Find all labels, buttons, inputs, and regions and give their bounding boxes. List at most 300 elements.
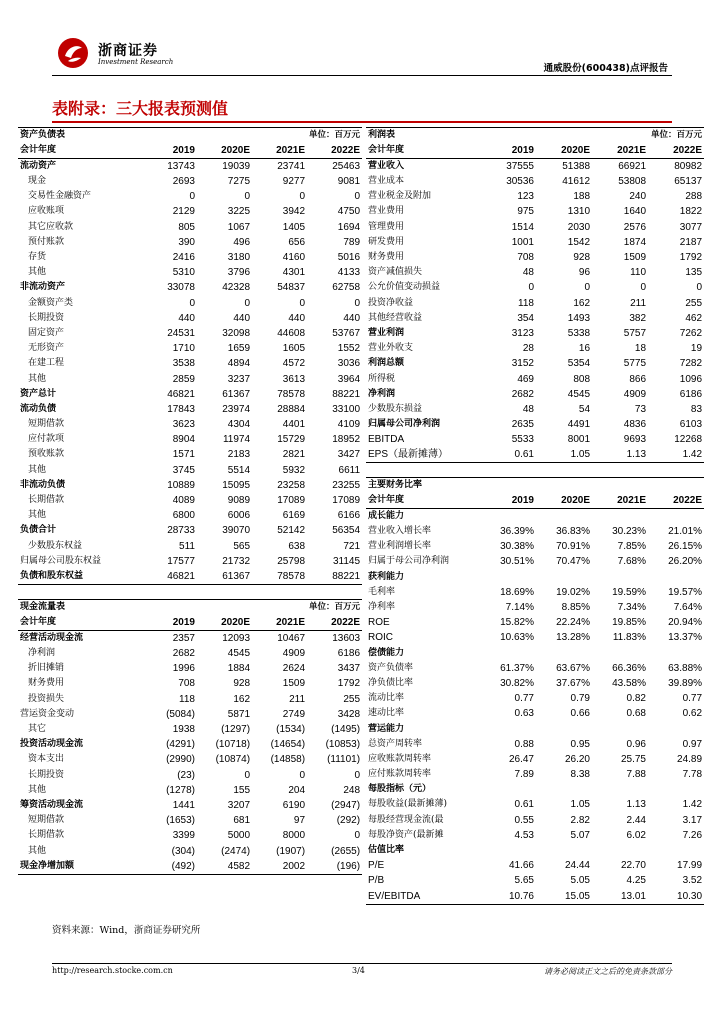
table-title-row: [366, 478, 704, 494]
cell-value: 2.82: [570, 814, 590, 826]
table-row: [366, 387, 704, 402]
row-label: 每股指标（元）: [368, 784, 432, 795]
cell-value: 638: [288, 540, 306, 552]
cell-value: 5354: [567, 358, 591, 370]
cell-value: 3152: [511, 358, 534, 370]
report-identifier: 通威股份(600438)点评报告: [543, 63, 668, 74]
cell-value: 5338: [567, 327, 591, 339]
cell-value: 4894: [227, 358, 251, 370]
cell-value: 1.42: [648, 447, 704, 463]
row-label: 资本支出: [28, 754, 65, 765]
cell-value: 42328: [222, 282, 251, 294]
row-label: EBITDA: [368, 434, 405, 446]
cell-value: 88221: [307, 569, 362, 585]
column-header-year: 2019: [142, 615, 197, 631]
cell-value: 73: [634, 403, 647, 415]
table-row: [18, 676, 362, 691]
table-row: [366, 797, 704, 812]
cell-value: 3745: [172, 464, 195, 476]
unit-label: 单位：百万元: [592, 128, 704, 144]
cell-value: (10718): [215, 739, 251, 751]
row-label: 每股收益(最新摊薄): [368, 799, 448, 810]
table-row: [18, 371, 362, 386]
table-row: [18, 463, 362, 478]
cell-value: 15.82%: [500, 617, 534, 629]
cell-value: (292): [336, 815, 361, 827]
cell-value: 13.01: [592, 889, 648, 905]
income-statement-table: [366, 127, 704, 463]
cell-value: 33100: [332, 403, 361, 415]
cell-value: 135: [685, 267, 703, 279]
zheshang-logo-icon: [56, 36, 90, 70]
cell-value: 2187: [679, 236, 703, 248]
cell-value: 10.30: [648, 889, 704, 905]
column-header-label: 会计年度: [18, 143, 142, 159]
row-label: 归属母公司净利润: [368, 419, 441, 430]
cell-value: (1534): [276, 724, 306, 736]
cell-value: 7.26: [682, 829, 703, 841]
cell-value: 0: [189, 191, 195, 203]
cell-value: 83: [690, 403, 703, 415]
cell-value: 4545: [567, 388, 591, 400]
cell-value: 19.57%: [668, 586, 703, 598]
cell-value: 0: [299, 297, 306, 309]
cell-value: 53808: [618, 176, 647, 188]
cell-value: 70.47%: [556, 556, 590, 568]
row-label: ROIC: [368, 632, 393, 644]
cell-value: 1640: [623, 206, 647, 218]
cell-value: 28733: [167, 525, 195, 537]
cell-value: 1542: [567, 236, 591, 248]
cell-value: 19039: [222, 161, 251, 172]
table-row: [18, 432, 362, 447]
cell-value: 24531: [167, 327, 195, 339]
table-row: [366, 554, 704, 569]
cell-value: 0: [696, 282, 703, 294]
cell-value: 39.89%: [668, 677, 703, 689]
row-label: 预收账款: [28, 449, 65, 460]
row-label: 现金: [28, 176, 47, 187]
cell-value: 6103: [679, 419, 703, 431]
cell-value: [536, 782, 592, 797]
table-row: [366, 356, 704, 371]
cell-value: 440: [178, 312, 195, 324]
cell-value: 23974: [222, 403, 251, 415]
row-label: 其它: [28, 724, 47, 735]
cell-value: 440: [288, 312, 306, 324]
cell-value: 1792: [679, 252, 703, 264]
cell-value: 26.20: [564, 753, 590, 765]
cell-value: 4836: [623, 419, 647, 431]
row-label: 金额资产类: [28, 297, 74, 308]
cell-value: 1792: [337, 678, 361, 690]
cell-value: 866: [629, 373, 647, 385]
cell-value: 3427: [337, 449, 361, 461]
cell-value: 21.01%: [668, 526, 703, 538]
cell-value: 28: [522, 343, 534, 355]
cell-value: 1552: [337, 343, 361, 355]
cell-value: [648, 570, 704, 585]
row-label: EV/EBITDA: [366, 889, 480, 905]
row-label: 固定资产: [28, 327, 65, 338]
cell-value: 204: [288, 784, 306, 796]
table-row: [366, 174, 704, 189]
cell-value: [592, 646, 648, 661]
cell-value: 51388: [562, 161, 591, 172]
row-label: 每股净资产(最新摊: [368, 829, 444, 840]
cell-value: 5.65: [514, 875, 534, 887]
cell-value: 0.82: [626, 693, 646, 705]
cell-value: 15729: [277, 434, 306, 446]
row-label: 少数股东损益: [368, 403, 423, 414]
table-row: [366, 371, 704, 386]
cell-value: 15095: [222, 479, 251, 491]
cell-value: 36.83%: [556, 526, 590, 538]
cell-value: 288: [685, 191, 703, 203]
column-header-label: 会计年度: [366, 493, 480, 509]
row-label: 营业收入: [368, 161, 405, 171]
table-row: [18, 265, 362, 280]
cell-value: (1297): [221, 724, 251, 736]
cell-value: 39070: [222, 525, 251, 537]
cell-value: 30.38%: [500, 541, 534, 553]
cell-value: 1493: [567, 312, 591, 324]
cell-value: 5533: [511, 434, 534, 446]
cell-value: 54: [578, 403, 591, 415]
table-row: [18, 235, 362, 250]
cell-value: (4291): [166, 739, 195, 751]
cell-value: [536, 509, 592, 525]
row-label: 营业成本: [368, 176, 405, 187]
column-header-year: 2020E: [536, 493, 592, 509]
table-row: [366, 509, 704, 525]
row-label: 在建工程: [28, 358, 65, 369]
cell-value: 2693: [172, 176, 195, 188]
table-row: [18, 843, 362, 858]
balance-sheet-table: [18, 127, 362, 585]
cell-value: 708: [517, 252, 534, 264]
table-row: [18, 569, 362, 585]
cell-value: 5.05: [570, 875, 590, 887]
row-label: 营运资金变动: [20, 708, 75, 719]
cell-value: 0: [354, 297, 361, 309]
row-label: 流动资产: [20, 161, 57, 171]
table-row: [18, 813, 362, 828]
row-label: 营业利润: [368, 327, 405, 338]
cell-value: 26.15%: [668, 541, 703, 553]
table-row: [366, 585, 704, 600]
cell-value: [592, 509, 648, 525]
row-label: 资产总计: [20, 388, 57, 399]
table-row: [366, 873, 704, 888]
table-row: [366, 782, 704, 797]
row-label: 净利润: [28, 648, 56, 659]
cell-value: 118: [518, 297, 534, 309]
cash-flow-table: [18, 599, 362, 875]
cell-value: 805: [178, 221, 195, 233]
cell-value: 975: [517, 206, 534, 218]
row-label: 流动负债: [20, 403, 57, 414]
cell-value: [648, 509, 704, 525]
cell-value: 6169: [282, 510, 306, 522]
table-row: [18, 356, 362, 371]
table-row: [18, 280, 362, 295]
cell-value: 7.68%: [617, 556, 646, 568]
table-row: [18, 508, 362, 523]
row-label: 应收账款周转率: [368, 753, 432, 764]
row-label: 资产减值损失: [368, 267, 423, 278]
cell-value: 2002: [252, 859, 307, 875]
cell-value: 440: [343, 312, 361, 324]
row-label: 净利率: [368, 602, 396, 613]
row-label: 归属于母公司净利润: [368, 556, 450, 567]
cell-value: (10874): [215, 754, 251, 766]
table-row: [366, 646, 704, 661]
financial-ratios-table: [366, 477, 704, 905]
cell-value: 0: [244, 191, 251, 203]
cell-value: [648, 782, 704, 797]
cell-value: 4089: [172, 495, 195, 507]
column-header-year: 2020E: [536, 143, 592, 159]
cell-value: [648, 646, 704, 661]
cell-value: 2682: [511, 388, 534, 400]
row-label: 长期投资: [28, 312, 65, 323]
cell-value: (2990): [166, 754, 195, 766]
page-header: [52, 34, 672, 76]
cell-value: 0: [528, 282, 534, 294]
row-label: 其他: [28, 373, 47, 384]
cell-value: 3.52: [682, 875, 703, 887]
cell-value: 1067: [227, 221, 251, 233]
cell-value: 9089: [227, 495, 251, 507]
cell-value: 3613: [282, 373, 306, 385]
cell-value: 2357: [172, 633, 195, 644]
cell-value: 7.88: [626, 769, 646, 781]
row-label: 其他: [28, 464, 47, 475]
row-label: ROE: [368, 617, 390, 629]
cell-value: 1.05: [536, 447, 592, 463]
cell-value: 36.39%: [500, 526, 534, 538]
row-label: 利润总额: [368, 358, 405, 369]
cell-value: 2749: [282, 708, 306, 720]
cell-value: 4491: [567, 419, 591, 431]
cell-value: 118: [179, 693, 195, 705]
footer-url[interactable]: http://research.stocke.com.cn: [52, 966, 173, 975]
cell-value: 1884: [227, 663, 251, 675]
cell-value: 155: [233, 784, 251, 796]
table-row: [366, 615, 704, 630]
cell-value: 5757: [623, 327, 647, 339]
row-label: 所得税: [368, 373, 396, 384]
table-row: [366, 402, 704, 417]
table-row: [366, 189, 704, 204]
cell-value: 4301: [282, 267, 306, 279]
table-row: [366, 858, 704, 873]
cell-value: 78578: [252, 569, 307, 585]
cell-value: 255: [685, 297, 703, 309]
cell-value: 0.77: [514, 693, 534, 705]
cell-value: 3942: [282, 206, 306, 218]
cell-value: 54837: [277, 282, 306, 294]
table-row: [366, 326, 704, 341]
cell-value: 565: [233, 540, 251, 552]
cell-value: 0: [354, 769, 361, 781]
cell-value: 3077: [679, 221, 703, 233]
row-label: 投资损失: [28, 693, 65, 704]
row-label: 营运能力: [368, 723, 405, 734]
cell-value: 3.17: [682, 814, 703, 826]
column-header-label: 会计年度: [18, 615, 142, 631]
table-row: [18, 189, 362, 204]
cell-value: 3225: [227, 206, 251, 218]
cell-value: 30536: [506, 176, 534, 188]
table-row: [366, 828, 704, 843]
cell-value: 48: [522, 267, 534, 279]
cell-value: [536, 721, 592, 736]
table-row: [18, 646, 362, 661]
cell-value: 656: [288, 236, 306, 248]
row-label: 其他: [28, 510, 47, 521]
cell-value: 78578: [277, 388, 306, 400]
cell-value: 3964: [337, 373, 361, 385]
row-label: 预付账款: [28, 236, 65, 247]
cell-value: 354: [517, 312, 534, 324]
row-label: 现金净增加额: [18, 859, 142, 875]
table-row: [366, 600, 704, 615]
table-title-row: [18, 600, 362, 616]
table-row: [366, 752, 704, 767]
cell-value: 4582: [197, 859, 252, 875]
table-row: [366, 235, 704, 250]
table-header-row: [18, 615, 362, 631]
cell-value: 0.88: [514, 738, 534, 750]
cell-value: 0.95: [570, 738, 590, 750]
cell-value: 1605: [282, 343, 306, 355]
cell-value: 37.67%: [556, 677, 590, 689]
row-label: 少数股东权益: [28, 540, 83, 551]
cell-value: 17089: [332, 495, 361, 507]
cell-value: (492): [142, 859, 197, 875]
cell-value: 66921: [618, 161, 647, 172]
cell-value: (2947): [331, 799, 361, 811]
cell-value: 30.51%: [500, 556, 534, 568]
cell-value: 13743: [167, 161, 195, 172]
cell-value: 41.66: [508, 860, 534, 872]
cell-value: 5775: [623, 358, 647, 370]
table-row: [366, 432, 704, 447]
table-row: [366, 721, 704, 736]
cell-value: 7.85%: [617, 541, 646, 553]
row-label: 其他经营收益: [368, 312, 423, 323]
table-row: [366, 570, 704, 585]
cell-value: 52142: [277, 525, 306, 537]
cell-value: (5084): [166, 708, 195, 720]
cell-value: 26.47: [508, 753, 534, 765]
cell-value: 928: [573, 252, 591, 264]
cell-value: 37555: [506, 161, 534, 172]
cell-value: [480, 843, 536, 858]
table-row: [366, 676, 704, 691]
row-label: 长期借款: [28, 495, 65, 506]
table-row: [18, 828, 362, 843]
logo-text-cn: 浙商证券: [98, 43, 158, 59]
cell-value: 4304: [227, 419, 251, 431]
table-row: [366, 159, 704, 175]
cell-value: 6006: [227, 510, 251, 522]
table-row: [18, 661, 362, 676]
cell-value: 708: [178, 678, 195, 690]
cell-value: [648, 721, 704, 736]
cell-value: 4.53: [514, 829, 534, 841]
cell-value: 3207: [227, 799, 251, 811]
cell-value: 33078: [167, 282, 195, 294]
column-header-year: 2022E: [307, 615, 362, 631]
table-row: [18, 768, 362, 783]
row-label: 营业收入增长率: [368, 526, 432, 537]
cell-value: 1571: [172, 449, 195, 461]
table-row: [18, 204, 362, 219]
cell-value: 13.37%: [668, 632, 703, 644]
cell-value: 162: [573, 297, 591, 309]
column-header-year: 2022E: [648, 493, 704, 509]
column-header-year: 2021E: [592, 493, 648, 509]
row-label: 管理费用: [368, 221, 405, 232]
cell-value: [480, 509, 536, 525]
table-row: [18, 752, 362, 767]
cell-value: 19.02%: [556, 586, 590, 598]
table-title: 主要财务比率: [366, 478, 704, 494]
cell-value: 12268: [674, 434, 703, 446]
cell-value: 7282: [679, 358, 703, 370]
cell-value: (2655): [331, 845, 361, 857]
row-label: 营业费用: [368, 206, 405, 217]
table-row: [366, 843, 704, 858]
cell-value: 4545: [227, 648, 251, 660]
cell-value: 63.67%: [556, 662, 590, 674]
row-label: 营业外收支: [368, 343, 414, 354]
cell-value: [480, 721, 536, 736]
row-label: 存货: [28, 252, 47, 263]
cell-value: 46821: [142, 569, 197, 585]
cell-value: 0: [244, 769, 251, 781]
cell-value: 6800: [172, 510, 195, 522]
table-header-row: [366, 493, 704, 509]
cell-value: 1.42: [682, 799, 703, 811]
cell-value: 23258: [277, 479, 306, 491]
cell-value: 4572: [282, 358, 306, 370]
table-header-row: [366, 143, 704, 159]
cell-value: 44608: [277, 327, 306, 339]
table-row: [366, 706, 704, 721]
table-row: [18, 692, 362, 707]
table-row: [18, 402, 362, 417]
column-header-year: 2021E: [252, 615, 307, 631]
cell-value: (14654): [270, 739, 306, 751]
cell-value: 4401: [282, 419, 306, 431]
table-row: [18, 554, 362, 569]
cell-value: 440: [233, 312, 251, 324]
cell-value: 0: [354, 191, 361, 203]
table-row: [18, 737, 362, 752]
table-row: [18, 707, 362, 722]
cell-value: 6611: [338, 464, 361, 476]
table-row: [18, 326, 362, 341]
cell-value: 13.28%: [556, 632, 590, 644]
cell-value: 808: [573, 373, 591, 385]
cell-value: 3237: [227, 373, 251, 385]
cell-value: 9693: [623, 434, 647, 446]
cell-value: 240: [629, 191, 647, 203]
